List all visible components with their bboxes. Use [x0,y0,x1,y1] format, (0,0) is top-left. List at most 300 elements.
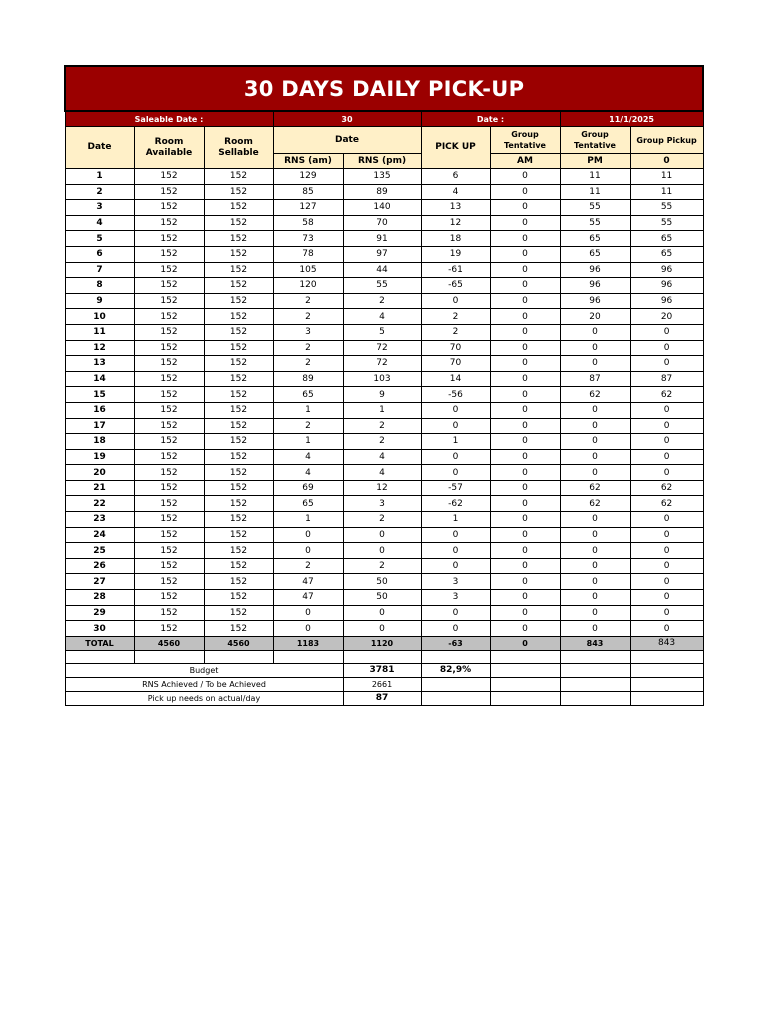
cell-day: 28 [65,590,134,606]
table-row [65,480,703,496]
cell-day: 2 [65,184,134,200]
cell-room-sellable: 152 [204,574,273,590]
total-room-available: 4560 [134,636,204,650]
cell-rns-pm: 44 [343,262,421,278]
cell-rns-am: 78 [273,246,343,262]
cell-room-available: 152 [134,402,204,418]
cell-day: 1 [65,169,134,185]
cell-rns-pm: 4 [343,449,421,465]
cell-group-tentative-am: 0 [490,574,560,590]
empty-cell [630,677,703,691]
cell-room-sellable: 152 [204,184,273,200]
budget-label: Budget [65,663,343,677]
cell-pick-up: 6 [421,169,490,185]
cell-room-available: 152 [134,324,204,340]
empty-cell [630,691,703,705]
cell-pick-up: 0 [421,293,490,309]
cell-room-sellable: 152 [204,340,273,356]
cell-room-sellable: 152 [204,480,273,496]
cell-room-sellable: 152 [204,356,273,372]
total-pick-up: -63 [421,636,490,650]
cell-room-available: 152 [134,605,204,621]
table-row [65,262,703,278]
pickup-needs-label: Pick up needs on actual/day [65,691,343,705]
cell-room-sellable: 152 [204,558,273,574]
cell-room-sellable: 152 [204,590,273,606]
cell-group-pickup: 0 [630,605,703,621]
cell-group-tentative-am: 0 [490,387,560,403]
cell-room-sellable: 152 [204,309,273,325]
cell-group-tentative-am: 0 [490,215,560,231]
cell-group-tentative-pm: 0 [560,340,630,356]
total-group-pickup: 843 [630,636,703,650]
cell-group-tentative-am: 0 [490,309,560,325]
empty-cell [560,663,630,677]
cell-group-pickup: 11 [630,169,703,185]
empty-cell [490,677,560,691]
budget-row [65,663,703,677]
table-row [65,527,703,543]
cell-pick-up: 18 [421,231,490,247]
cell-rns-pm: 91 [343,231,421,247]
cell-room-sellable: 152 [204,278,273,294]
cell-group-pickup: 96 [630,262,703,278]
cell-group-pickup: 96 [630,293,703,309]
cell-room-sellable: 152 [204,418,273,434]
cell-room-available: 152 [134,465,204,481]
cell-group-tentative-pm: 65 [560,231,630,247]
header-row-1 [65,127,703,154]
table-row [65,340,703,356]
cell-pick-up: 0 [421,558,490,574]
info-row [65,111,703,127]
cell-rns-am: 2 [273,293,343,309]
cell-rns-pm: 4 [343,465,421,481]
cell-group-pickup: 20 [630,309,703,325]
cell-group-tentative-am: 0 [490,512,560,528]
cell-group-tentative-am: 0 [490,324,560,340]
cell-group-tentative-am: 0 [490,402,560,418]
cell-group-pickup: 0 [630,558,703,574]
cell-group-tentative-pm: 65 [560,246,630,262]
cell-group-tentative-am: 0 [490,496,560,512]
cell-rns-am: 2 [273,340,343,356]
cell-room-available: 152 [134,293,204,309]
cell-room-available: 152 [134,340,204,356]
cell-pick-up: -62 [421,496,490,512]
cell-room-sellable: 152 [204,231,273,247]
cell-room-sellable: 152 [204,371,273,387]
empty-cell [421,691,490,705]
table-row [65,496,703,512]
saleable-date-label: Saleable Date : [65,111,273,127]
cell-pick-up: 13 [421,200,490,216]
pickup-table [64,65,704,706]
cell-group-tentative-am: 0 [490,246,560,262]
cell-rns-pm: 0 [343,621,421,637]
empty-cell [560,650,630,663]
cell-group-tentative-am: 0 [490,293,560,309]
cell-day: 21 [65,480,134,496]
cell-pick-up: 12 [421,215,490,231]
table-row [65,278,703,294]
cell-day: 29 [65,605,134,621]
cell-pick-up: 0 [421,543,490,559]
cell-rns-am: 65 [273,496,343,512]
col-header-rns-pm: RNS (pm) [343,154,421,169]
cell-rns-am: 85 [273,184,343,200]
cell-pick-up: 0 [421,527,490,543]
col-header-pick-up: PICK UP [421,127,490,169]
table-row [65,371,703,387]
cell-group-tentative-pm: 55 [560,200,630,216]
cell-group-tentative-am: 0 [490,169,560,185]
cell-rns-am: 73 [273,231,343,247]
cell-pick-up: 1 [421,434,490,450]
cell-pick-up: -57 [421,480,490,496]
cell-room-available: 152 [134,449,204,465]
cell-group-tentative-am: 0 [490,356,560,372]
cell-room-available: 152 [134,371,204,387]
cell-rns-am: 47 [273,574,343,590]
empty-cell [490,691,560,705]
cell-day: 14 [65,371,134,387]
cell-group-tentative-am: 0 [490,434,560,450]
cell-rns-am: 1 [273,402,343,418]
cell-group-tentative-pm: 0 [560,527,630,543]
cell-room-sellable: 152 [204,169,273,185]
cell-room-available: 152 [134,480,204,496]
cell-rns-pm: 2 [343,512,421,528]
cell-group-tentative-am: 0 [490,621,560,637]
cell-group-tentative-pm: 0 [560,434,630,450]
cell-rns-am: 4 [273,449,343,465]
col-header-date: Date [65,127,134,169]
table-row [65,558,703,574]
cell-group-tentative-am: 0 [490,480,560,496]
cell-group-tentative-pm: 0 [560,449,630,465]
cell-room-sellable: 152 [204,621,273,637]
cell-room-sellable: 152 [204,434,273,450]
cell-pick-up: 3 [421,590,490,606]
table-row [65,231,703,247]
cell-group-tentative-pm: 11 [560,169,630,185]
cell-pick-up: 70 [421,356,490,372]
cell-day: 17 [65,418,134,434]
cell-rns-pm: 72 [343,356,421,372]
cell-rns-pm: 3 [343,496,421,512]
total-day: TOTAL [65,636,134,650]
cell-group-pickup: 0 [630,590,703,606]
cell-rns-am: 0 [273,543,343,559]
total-group-tentative-am: 0 [490,636,560,650]
empty-cell [560,691,630,705]
pickup-needs-value: 87 [343,691,421,705]
cell-group-tentative-pm: 0 [560,356,630,372]
table-row [65,574,703,590]
empty-cell [134,650,204,663]
cell-pick-up: 1 [421,512,490,528]
cell-room-sellable: 152 [204,200,273,216]
cell-room-sellable: 152 [204,512,273,528]
cell-rns-pm: 12 [343,480,421,496]
cell-rns-pm: 97 [343,246,421,262]
budget-value: 3781 [343,663,421,677]
cell-group-tentative-pm: 0 [560,543,630,559]
cell-rns-pm: 4 [343,309,421,325]
cell-pick-up: 2 [421,309,490,325]
cell-group-pickup: 55 [630,215,703,231]
cell-day: 3 [65,200,134,216]
cell-day: 27 [65,574,134,590]
table-row [65,169,703,185]
cell-group-tentative-am: 0 [490,278,560,294]
cell-pick-up: 0 [421,465,490,481]
cell-day: 6 [65,246,134,262]
col-header-date-group: Date [273,127,421,154]
table-row [65,356,703,372]
table-row [65,293,703,309]
cell-day: 15 [65,387,134,403]
cell-day: 19 [65,449,134,465]
spacer-row [65,650,703,663]
cell-day: 13 [65,356,134,372]
cell-group-tentative-pm: 96 [560,278,630,294]
cell-rns-pm: 103 [343,371,421,387]
empty-cell [630,663,703,677]
cell-group-tentative-pm: 0 [560,402,630,418]
cell-room-sellable: 152 [204,465,273,481]
cell-room-sellable: 152 [204,262,273,278]
cell-rns-pm: 140 [343,200,421,216]
cell-pick-up: 19 [421,246,490,262]
cell-group-pickup: 0 [630,340,703,356]
cell-rns-pm: 0 [343,527,421,543]
cell-group-tentative-am: 0 [490,418,560,434]
cell-room-available: 152 [134,309,204,325]
cell-group-pickup: 0 [630,465,703,481]
cell-room-available: 152 [134,574,204,590]
cell-room-available: 152 [134,169,204,185]
cell-pick-up: 0 [421,418,490,434]
cell-rns-am: 2 [273,356,343,372]
cell-group-tentative-am: 0 [490,605,560,621]
budget-percentage: 82,9% [421,663,490,677]
cell-group-pickup: 65 [630,231,703,247]
cell-group-tentative-am: 0 [490,527,560,543]
cell-room-available: 152 [134,418,204,434]
cell-day: 4 [65,215,134,231]
report-date-value: 11/1/2025 [560,111,703,127]
cell-rns-am: 3 [273,324,343,340]
table-row [65,434,703,450]
total-row [65,636,703,650]
table-row [65,309,703,325]
cell-pick-up: 4 [421,184,490,200]
cell-group-pickup: 0 [630,449,703,465]
pickup-needs-row [65,691,703,705]
cell-group-tentative-pm: 0 [560,418,630,434]
cell-rns-pm: 72 [343,340,421,356]
cell-group-tentative-pm: 0 [560,605,630,621]
cell-rns-pm: 9 [343,387,421,403]
cell-group-pickup: 0 [630,512,703,528]
cell-pick-up: 0 [421,449,490,465]
table-row [65,418,703,434]
report-date-label: Date : [421,111,560,127]
cell-day: 23 [65,512,134,528]
empty-cell [490,650,560,663]
empty-cell [630,650,703,663]
cell-rns-am: 0 [273,605,343,621]
table-row [65,465,703,481]
rns-achieved-label: RNS Achieved / To be Achieved [65,677,343,691]
cell-room-sellable: 152 [204,215,273,231]
cell-room-sellable: 152 [204,293,273,309]
cell-rns-am: 58 [273,215,343,231]
cell-day: 8 [65,278,134,294]
cell-group-tentative-am: 0 [490,449,560,465]
table-row [65,184,703,200]
table-row [65,605,703,621]
col-header-rns-am: RNS (am) [273,154,343,169]
cell-group-tentative-am: 0 [490,371,560,387]
cell-rns-am: 65 [273,387,343,403]
cell-group-tentative-pm: 0 [560,465,630,481]
cell-room-available: 152 [134,246,204,262]
cell-group-pickup: 62 [630,496,703,512]
cell-pick-up: 3 [421,574,490,590]
empty-cell [65,650,134,663]
cell-rns-pm: 0 [343,605,421,621]
cell-rns-pm: 50 [343,590,421,606]
cell-room-available: 152 [134,262,204,278]
pickup-report-sheet [64,65,702,706]
cell-group-pickup: 0 [630,356,703,372]
table-row [65,387,703,403]
cell-group-pickup: 62 [630,480,703,496]
cell-group-tentative-am: 0 [490,590,560,606]
cell-pick-up: 70 [421,340,490,356]
cell-group-tentative-am: 0 [490,465,560,481]
cell-room-available: 152 [134,387,204,403]
cell-rns-pm: 135 [343,169,421,185]
cell-room-sellable: 152 [204,387,273,403]
cell-rns-am: 1 [273,434,343,450]
table-row [65,200,703,216]
cell-room-available: 152 [134,231,204,247]
cell-group-pickup: 87 [630,371,703,387]
cell-group-pickup: 0 [630,543,703,559]
cell-day: 9 [65,293,134,309]
cell-room-available: 152 [134,434,204,450]
cell-rns-pm: 70 [343,215,421,231]
empty-cell [204,650,273,663]
cell-group-tentative-pm: 87 [560,371,630,387]
empty-cell [560,677,630,691]
cell-group-tentative-am: 0 [490,543,560,559]
cell-room-sellable: 152 [204,543,273,559]
cell-room-sellable: 152 [204,605,273,621]
cell-pick-up: -61 [421,262,490,278]
table-row [65,246,703,262]
col-header-group-pickup: Group Pickup [630,127,703,154]
cell-group-tentative-am: 0 [490,262,560,278]
cell-group-tentative-pm: 0 [560,558,630,574]
cell-room-sellable: 152 [204,527,273,543]
cell-rns-pm: 5 [343,324,421,340]
cell-room-sellable: 152 [204,324,273,340]
cell-rns-am: 0 [273,527,343,543]
cell-group-tentative-pm: 96 [560,293,630,309]
cell-pick-up: 0 [421,605,490,621]
rns-achieved-value: 2661 [343,677,421,691]
cell-room-sellable: 152 [204,449,273,465]
cell-group-tentative-pm: 0 [560,512,630,528]
cell-group-pickup: 55 [630,200,703,216]
cell-group-tentative-pm: 0 [560,590,630,606]
cell-group-tentative-am: 0 [490,340,560,356]
cell-rns-am: 105 [273,262,343,278]
total-group-tentative-pm: 843 [560,636,630,650]
cell-day: 24 [65,527,134,543]
table-row [65,402,703,418]
cell-group-tentative-pm: 62 [560,480,630,496]
cell-room-sellable: 152 [204,246,273,262]
cell-room-sellable: 152 [204,496,273,512]
cell-group-tentative-pm: 0 [560,574,630,590]
saleable-date-value: 30 [273,111,421,127]
cell-group-tentative-pm: 96 [560,262,630,278]
cell-group-tentative-pm: 62 [560,496,630,512]
cell-day: 16 [65,402,134,418]
cell-rns-am: 69 [273,480,343,496]
cell-room-available: 152 [134,215,204,231]
cell-group-tentative-am: 0 [490,558,560,574]
table-row [65,324,703,340]
cell-rns-pm: 50 [343,574,421,590]
cell-group-tentative-am: 0 [490,200,560,216]
total-room-sellable: 4560 [204,636,273,650]
table-row [65,215,703,231]
cell-rns-pm: 2 [343,293,421,309]
cell-rns-am: 4 [273,465,343,481]
cell-group-pickup: 65 [630,246,703,262]
cell-group-tentative-am: 0 [490,184,560,200]
cell-room-available: 152 [134,184,204,200]
total-rns-am: 1183 [273,636,343,650]
table-row [65,621,703,637]
cell-room-available: 152 [134,356,204,372]
cell-room-available: 152 [134,527,204,543]
cell-day: 10 [65,309,134,325]
cell-group-tentative-pm: 0 [560,621,630,637]
col-header-room-available: Room Available [134,127,204,169]
table-row [65,543,703,559]
table-row [65,512,703,528]
cell-pick-up: 0 [421,621,490,637]
cell-pick-up: 2 [421,324,490,340]
cell-pick-up: -56 [421,387,490,403]
cell-room-sellable: 152 [204,402,273,418]
col-header-group-pickup-value: 0 [630,154,703,169]
cell-day: 12 [65,340,134,356]
report-title: 30 DAYS DAILY PICK-UP [65,66,703,111]
cell-rns-am: 2 [273,558,343,574]
table-row [65,590,703,606]
cell-group-tentative-am: 0 [490,231,560,247]
cell-room-available: 152 [134,558,204,574]
